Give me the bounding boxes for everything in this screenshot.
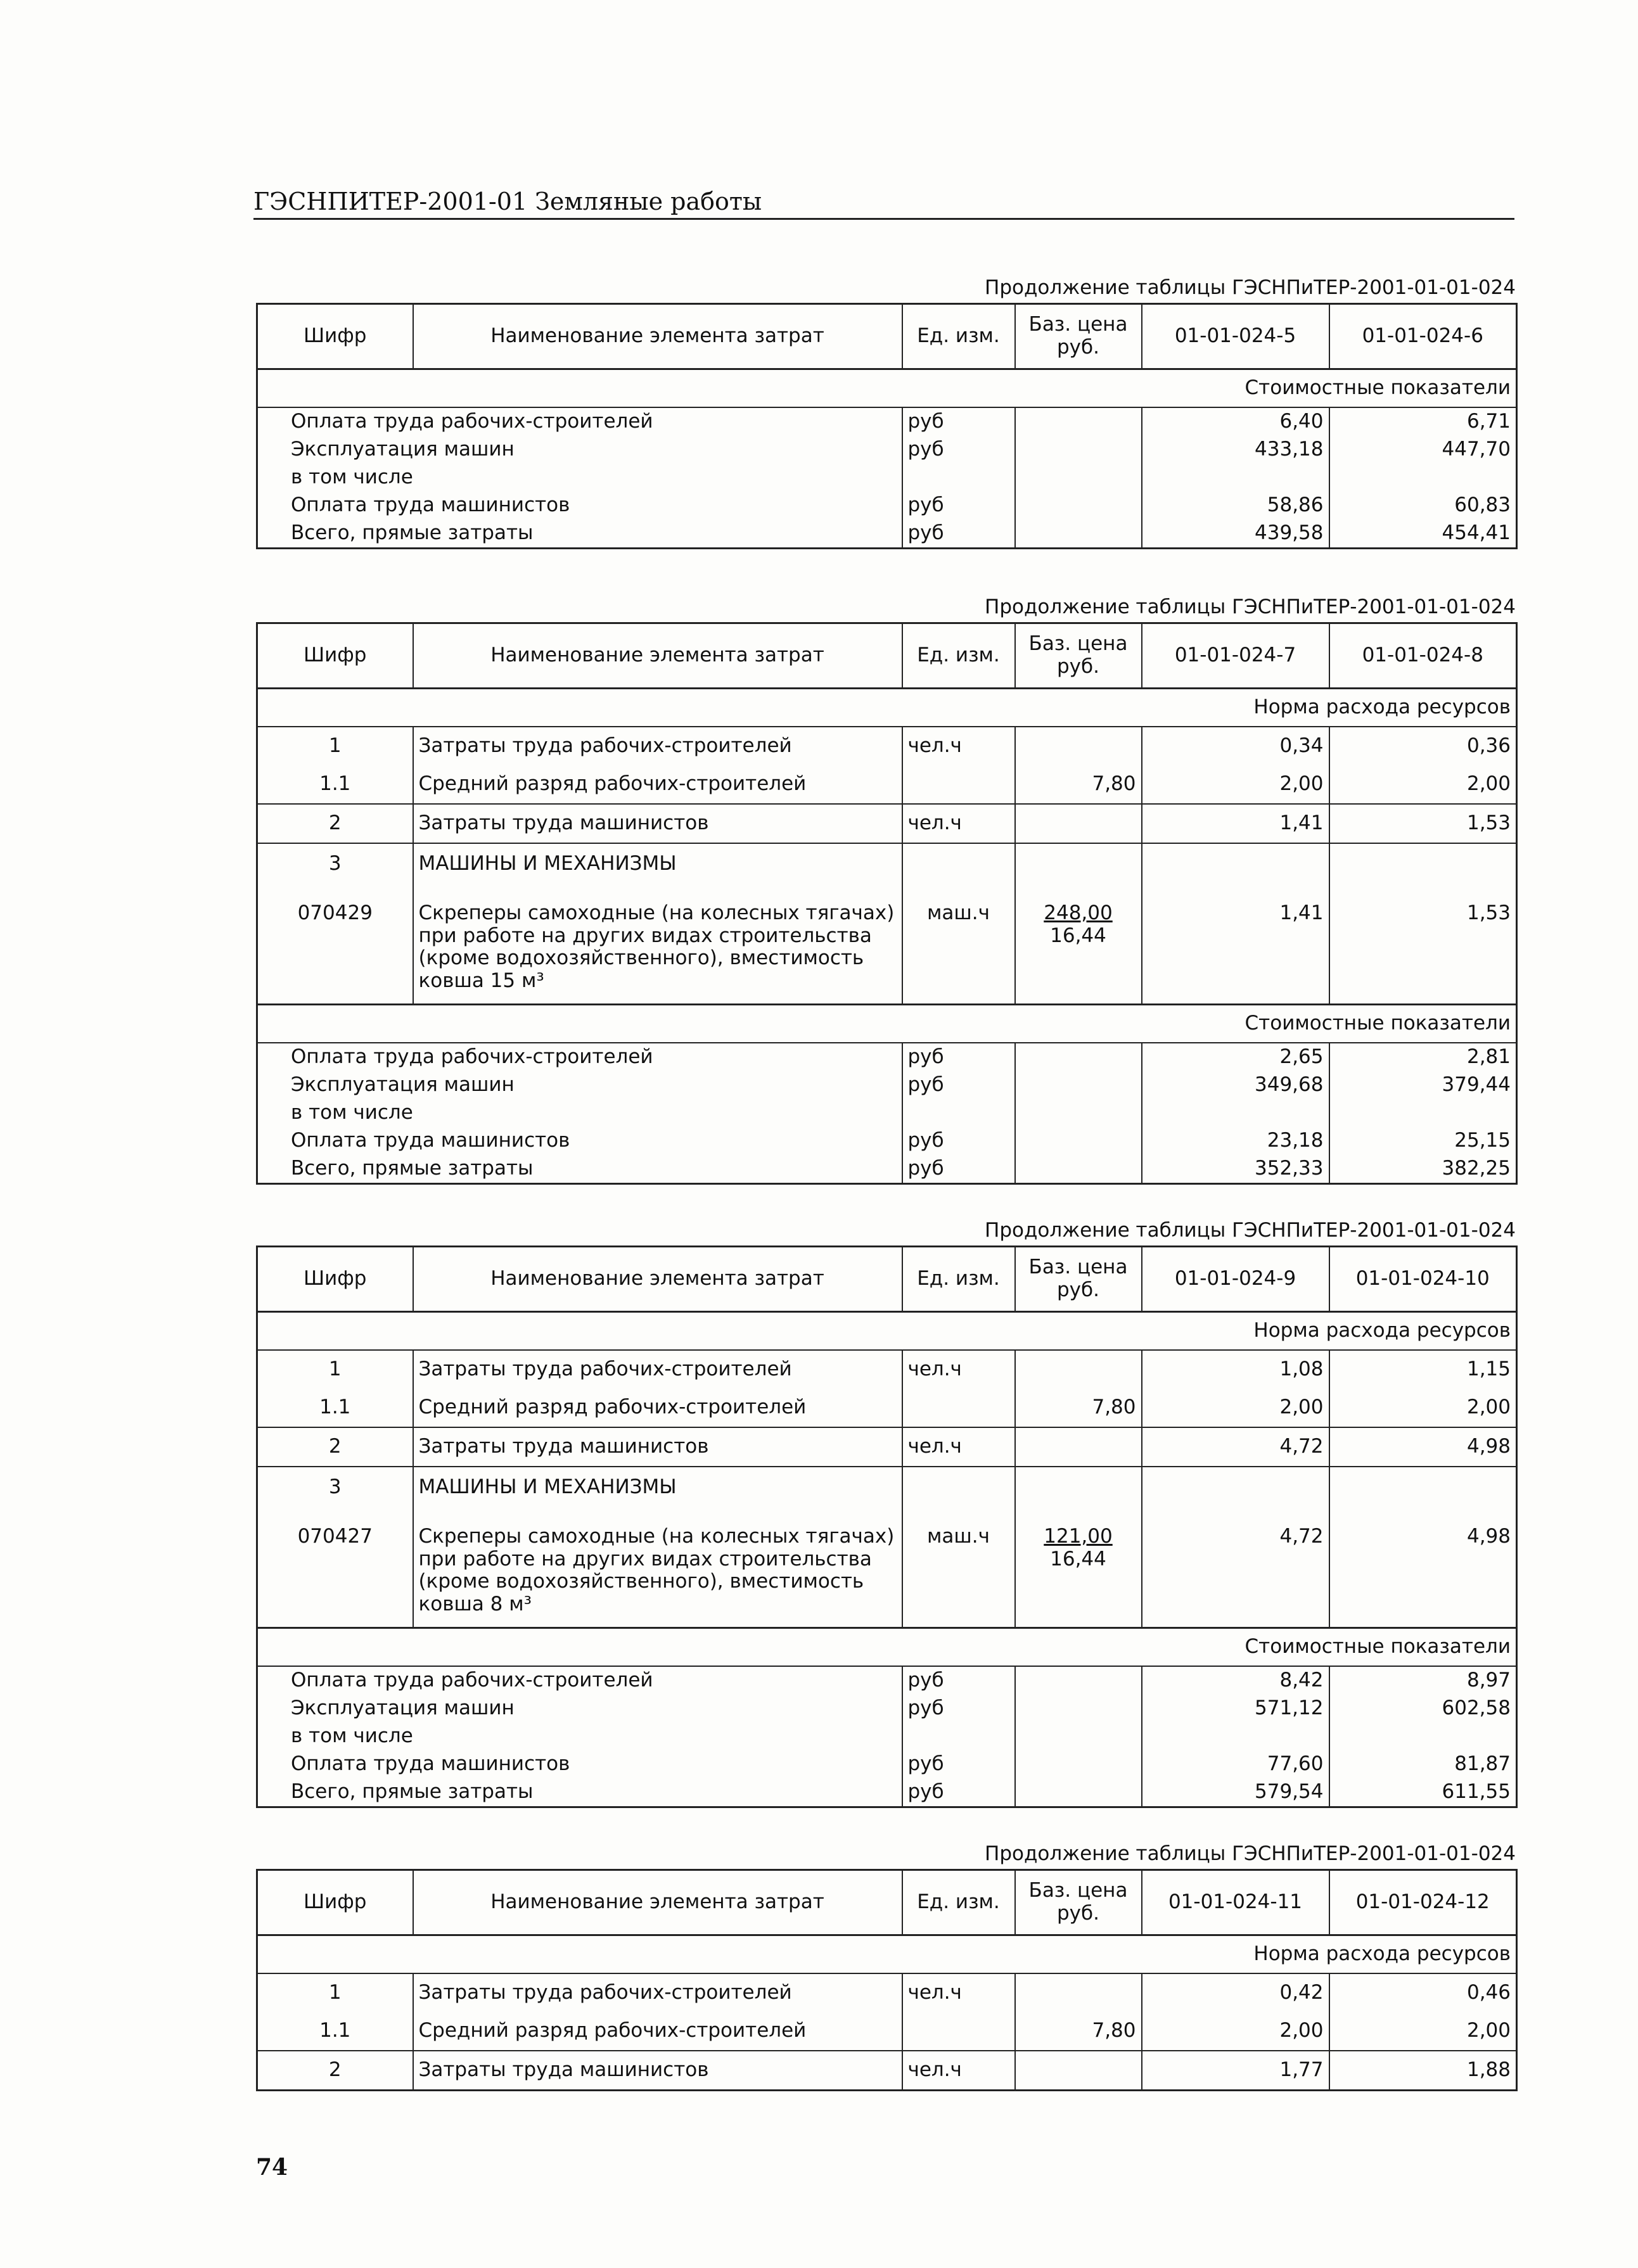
row-code: 1.1 [257, 1389, 413, 1427]
col-header-price: Баз. цена руб. [1015, 623, 1142, 689]
row-a: 2,00 [1142, 2012, 1329, 2051]
row-b: 0,36 [1329, 727, 1517, 765]
cost-unit: руб [902, 1666, 1015, 1695]
cost-unit: руб [902, 407, 1015, 436]
col-header-unit: Ед. изм. [902, 1870, 1015, 1935]
row-unit: чел.ч [902, 1427, 1015, 1467]
table-row [257, 1427, 1517, 1467]
resource-table-4 [256, 1869, 1518, 2091]
table-row [257, 897, 1517, 1005]
resource-table-2 [256, 622, 1518, 1185]
row-a: 1,41 [1142, 804, 1329, 843]
row-b: 2,00 [1329, 1389, 1517, 1427]
cost-label: Всего, прямые затраты [257, 519, 902, 549]
cost-unit: руб [902, 1071, 1015, 1099]
table-row [257, 1778, 1517, 1807]
row-code: 1.1 [257, 765, 413, 804]
row-b: 1,53 [1329, 897, 1517, 1005]
table-row [257, 1155, 1517, 1184]
row-b: 4,98 [1329, 1520, 1517, 1628]
cost-unit: руб [902, 436, 1015, 464]
col-header-a: 01-01-024-7 [1142, 623, 1329, 689]
col-header-a: 01-01-024-11 [1142, 1870, 1329, 1935]
cost-label: Эксплуатация машин [257, 1071, 902, 1099]
col-header-name: Наименование элемента затрат [413, 1247, 902, 1312]
col-header-price: Баз. цена руб. [1015, 1870, 1142, 1935]
row-a: 1,77 [1142, 2051, 1329, 2091]
cost-a: 8,42 [1142, 1666, 1329, 1695]
section-norm: Норма расхода ресурсов [257, 1935, 1517, 1974]
row-b: 2,00 [1329, 2012, 1517, 2051]
cost-label: Всего, прямые затраты [257, 1778, 902, 1807]
cost-unit: руб [902, 1778, 1015, 1807]
table-row [257, 1071, 1517, 1099]
table-row [257, 464, 1517, 492]
table-row [257, 492, 1517, 519]
cost-label: Оплата труда рабочих-строителей [257, 407, 902, 436]
col-header-a: 01-01-024-9 [1142, 1247, 1329, 1312]
table-row [257, 1520, 1517, 1628]
cost-a: 23,18 [1142, 1127, 1329, 1155]
cost-b: 60,83 [1329, 492, 1517, 519]
row-unit: чел.ч [902, 727, 1015, 765]
row-code: 1 [257, 727, 413, 765]
table-row [257, 1389, 1517, 1427]
row-a: 2,00 [1142, 765, 1329, 804]
table-row [257, 2051, 1517, 2091]
cost-unit: руб [902, 1695, 1015, 1723]
row-code: 070429 [257, 897, 413, 1005]
row-unit: чел.ч [902, 1350, 1015, 1389]
cost-b: 6,71 [1329, 407, 1517, 436]
row-name: Скреперы самоходные (на колесных тягачах) при работе на других видах строительства (кроме водохозяйственного), вместимость ковша 15 м³ [413, 897, 902, 1005]
cost-a: 58,86 [1142, 492, 1329, 519]
row-name: Затраты труда рабочих-строителей [413, 727, 902, 765]
row-price: 7,80 [1015, 765, 1142, 804]
row-a: 1,41 [1142, 897, 1329, 1005]
cost-label: Оплата труда рабочих-строителей [257, 1666, 902, 1695]
table-row [257, 1099, 1517, 1127]
row-code: 1.1 [257, 2012, 413, 2051]
row-name: Затраты труда машинистов [413, 804, 902, 843]
cost-unit: руб [902, 1043, 1015, 1071]
section-norm: Норма расхода ресурсов [257, 1312, 1517, 1351]
row-unit: маш.ч [902, 897, 1015, 1005]
cost-a: 6,40 [1142, 407, 1329, 436]
cost-a: 77,60 [1142, 1750, 1329, 1778]
row-unit: чел.ч [902, 804, 1015, 843]
cost-unit: руб [902, 519, 1015, 549]
cost-b: 379,44 [1329, 1071, 1517, 1099]
table-row [257, 1723, 1517, 1750]
table-row [257, 1750, 1517, 1778]
row-b: 1,15 [1329, 1350, 1517, 1389]
cost-b: 382,25 [1329, 1155, 1517, 1184]
col-header-code: Шифр [257, 1870, 413, 1935]
row-code: 2 [257, 804, 413, 843]
cost-label: Всего, прямые затраты [257, 1155, 902, 1184]
table-row [257, 407, 1517, 436]
table-row [257, 804, 1517, 843]
row-unit: чел.ч [902, 2051, 1015, 2091]
table-row [257, 436, 1517, 464]
row-b: 1,53 [1329, 804, 1517, 843]
cost-b: 447,70 [1329, 436, 1517, 464]
row-a: 4,72 [1142, 1427, 1329, 1467]
col-header-unit: Ед. изм. [902, 304, 1015, 369]
row-price: 121,00 [1044, 1525, 1113, 1548]
table-row [257, 1467, 1517, 1520]
cost-label: в том числе [257, 464, 902, 492]
col-header-code: Шифр [257, 304, 413, 369]
row-name: Средний разряд рабочих-строителей [413, 1389, 902, 1427]
cost-b: 454,41 [1329, 519, 1517, 549]
col-header-name: Наименование элемента затрат [413, 304, 902, 369]
row-code: 2 [257, 2051, 413, 2091]
row-name: Затраты труда машинистов [413, 1427, 902, 1467]
row-price2: 16,44 [1050, 1547, 1106, 1570]
table-row [257, 1127, 1517, 1155]
cost-b: 2,81 [1329, 1043, 1517, 1071]
cost-label: в том числе [257, 1099, 902, 1127]
cost-a: 571,12 [1142, 1695, 1329, 1723]
cost-unit: руб [902, 1155, 1015, 1184]
table-row [257, 1695, 1517, 1723]
cost-b: 611,55 [1329, 1778, 1517, 1807]
cost-a: 349,68 [1142, 1071, 1329, 1099]
cost-label: Эксплуатация машин [257, 436, 902, 464]
table-row [257, 843, 1517, 897]
cost-label: Оплата труда машинистов [257, 1127, 902, 1155]
table-row [257, 1973, 1517, 2012]
row-price: 7,80 [1015, 1389, 1142, 1427]
cost-unit: руб [902, 492, 1015, 519]
col-header-unit: Ед. изм. [902, 623, 1015, 689]
table-continuation-4: Продолжение таблицы ГЭСНПиТЕР-2001-01-01-024 [985, 1842, 1516, 1865]
col-header-name: Наименование элемента затрат [413, 623, 902, 689]
row-name: МАШИНЫ И МЕХАНИЗМЫ [413, 843, 902, 897]
col-header-code: Шифр [257, 1247, 413, 1312]
col-header-code: Шифр [257, 623, 413, 689]
cost-b: 8,97 [1329, 1666, 1517, 1695]
col-header-b: 01-01-024-10 [1329, 1247, 1517, 1312]
cost-a: 433,18 [1142, 436, 1329, 464]
col-header-a: 01-01-024-5 [1142, 304, 1329, 369]
row-name: Затраты труда машинистов [413, 2051, 902, 2091]
cost-b: 25,15 [1329, 1127, 1517, 1155]
row-code: 1 [257, 1350, 413, 1389]
col-header-b: 01-01-024-6 [1329, 304, 1517, 369]
row-b: 2,00 [1329, 765, 1517, 804]
row-a: 0,42 [1142, 1973, 1329, 2012]
row-name: Средний разряд рабочих-строителей [413, 765, 902, 804]
section-cost: Стоимостные показатели [257, 1005, 1517, 1043]
resource-table-3 [256, 1245, 1518, 1808]
row-a: 0,34 [1142, 727, 1329, 765]
page-header: ГЭСНПИТЕР-2001-01 Земляные работы [253, 188, 1514, 220]
row-name: Затраты труда рабочих-строителей [413, 1350, 902, 1389]
row-code: 070427 [257, 1520, 413, 1628]
cost-a: 439,58 [1142, 519, 1329, 549]
table-continuation-2: Продолжение таблицы ГЭСНПиТЕР-2001-01-01-024 [985, 596, 1516, 618]
row-name: Скреперы самоходные (на колесных тягачах) при работе на других видах строительства (кроме водохозяйственного), вместимость ковша 8 м³ [413, 1520, 902, 1628]
col-header-unit: Ед. изм. [902, 1247, 1015, 1312]
row-unit: маш.ч [902, 1520, 1015, 1628]
row-name: Затраты труда рабочих-строителей [413, 1973, 902, 2012]
section-cost: Стоимостные показатели [257, 369, 1517, 408]
table-row [257, 2012, 1517, 2051]
row-b: 4,98 [1329, 1427, 1517, 1467]
row-price2: 16,44 [1050, 924, 1106, 947]
cost-label: Оплата труда машинистов [257, 1750, 902, 1778]
row-price: 248,00 [1044, 901, 1113, 924]
row-code: 3 [257, 1467, 413, 1520]
row-b: 0,46 [1329, 1973, 1517, 2012]
col-header-name: Наименование элемента затрат [413, 1870, 902, 1935]
cost-label: Эксплуатация машин [257, 1695, 902, 1723]
row-name: МАШИНЫ И МЕХАНИЗМЫ [413, 1467, 902, 1520]
cost-label: Оплата труда машинистов [257, 492, 902, 519]
section-norm: Норма расхода ресурсов [257, 689, 1517, 727]
cost-unit: руб [902, 1127, 1015, 1155]
cost-label: Оплата труда рабочих-строителей [257, 1043, 902, 1071]
table-row [257, 727, 1517, 765]
table-row [257, 1350, 1517, 1389]
row-code: 1 [257, 1973, 413, 2012]
cost-a: 352,33 [1142, 1155, 1329, 1184]
section-cost: Стоимостные показатели [257, 1628, 1517, 1667]
row-a: 4,72 [1142, 1520, 1329, 1628]
row-a: 1,08 [1142, 1350, 1329, 1389]
cost-b: 81,87 [1329, 1750, 1517, 1778]
row-code: 3 [257, 843, 413, 897]
resource-table-1 [256, 303, 1518, 549]
col-header-b: 01-01-024-8 [1329, 623, 1517, 689]
row-unit: чел.ч [902, 1973, 1015, 2012]
page-number: 74 [256, 2154, 288, 2181]
cost-unit: руб [902, 1750, 1015, 1778]
col-header-price: Баз. цена руб. [1015, 304, 1142, 369]
table-row [257, 765, 1517, 804]
row-price: 7,80 [1015, 2012, 1142, 2051]
cost-b: 602,58 [1329, 1695, 1517, 1723]
table-row [257, 1666, 1517, 1695]
table-row [257, 519, 1517, 549]
cost-a: 2,65 [1142, 1043, 1329, 1071]
col-header-b: 01-01-024-12 [1329, 1870, 1517, 1935]
table-row [257, 1043, 1517, 1071]
row-b: 1,88 [1329, 2051, 1517, 2091]
table-continuation-3: Продолжение таблицы ГЭСНПиТЕР-2001-01-01-024 [985, 1219, 1516, 1242]
col-header-price: Баз. цена руб. [1015, 1247, 1142, 1312]
row-code: 2 [257, 1427, 413, 1467]
table-continuation-1: Продолжение таблицы ГЭСНПиТЕР-2001-01-01-024 [985, 276, 1516, 299]
row-name: Средний разряд рабочих-строителей [413, 2012, 902, 2051]
cost-a: 579,54 [1142, 1778, 1329, 1807]
row-a: 2,00 [1142, 1389, 1329, 1427]
cost-label: в том числе [257, 1723, 902, 1750]
